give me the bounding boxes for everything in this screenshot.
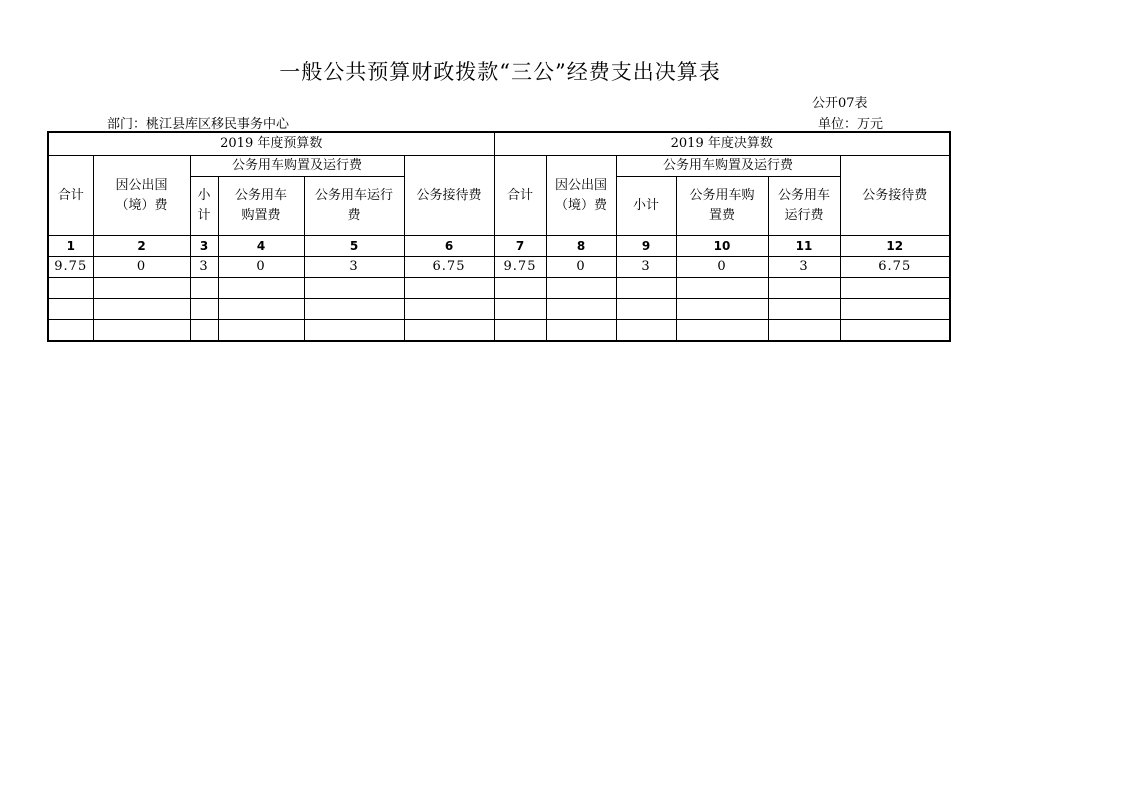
report-title: 一般公共预算财政拨款“三公”经费支出决算表	[279, 60, 721, 84]
empty-row	[48, 320, 950, 342]
table-cell: 0	[676, 257, 768, 278]
header-abroad-final: 因公出国（境）费	[546, 156, 616, 236]
table-cell: 9.75	[48, 257, 93, 278]
col-number: 12	[840, 236, 950, 257]
table-cell: 9.75	[494, 257, 546, 278]
col-number: 10	[676, 236, 768, 257]
col-number: 1	[48, 236, 93, 257]
group-header-final: 2019 年度决算数	[494, 132, 950, 156]
table-cell: 0	[218, 257, 304, 278]
table-cell: 0	[546, 257, 616, 278]
header-vehicle-purchase-budget: 公务用车购置费	[218, 177, 304, 236]
header-vehicle-group-budget: 公务用车购置及运行费	[190, 156, 404, 177]
empty-row	[48, 299, 950, 320]
table-cell: 3	[616, 257, 676, 278]
table-cell: 0	[93, 257, 190, 278]
col-number: 11	[768, 236, 840, 257]
col-number: 3	[190, 236, 218, 257]
group-header-budget: 2019 年度预算数	[48, 132, 494, 156]
col-number: 9	[616, 236, 676, 257]
header-reception-budget: 公务接待费	[404, 156, 494, 236]
table-cell: 3	[768, 257, 840, 278]
col-number: 4	[218, 236, 304, 257]
header-subtotal-final: 小计	[616, 177, 676, 236]
col-number: 2	[93, 236, 190, 257]
table-cell: 6.75	[404, 257, 494, 278]
department-label: 部门：桃江县库区移民事务中心	[107, 117, 290, 132]
header-total-budget: 合计	[48, 156, 93, 236]
col-number: 7	[494, 236, 546, 257]
table-cell: 6.75	[840, 257, 950, 278]
col-number: 5	[304, 236, 404, 257]
empty-row	[48, 278, 950, 299]
expenditure-table	[47, 131, 951, 342]
form-number: 公开07表	[812, 96, 868, 111]
header-vehicle-group-final: 公务用车购置及运行费	[616, 156, 840, 177]
header-vehicle-purchase-final: 公务用车购置费	[676, 177, 768, 236]
unit-label: 单位：万元	[818, 117, 884, 132]
header-vehicle-operation-budget: 公务用车运行费	[304, 177, 404, 236]
col-number: 6	[404, 236, 494, 257]
table-cell: 3	[304, 257, 404, 278]
header-vehicle-operation-final: 公务用车运行费	[768, 177, 840, 236]
table-cell: 3	[190, 257, 218, 278]
table-row	[48, 257, 950, 278]
header-reception-final: 公务接待费	[840, 156, 950, 236]
header-abroad-budget: 因公出国（境）费	[93, 156, 190, 236]
col-number: 8	[546, 236, 616, 257]
header-total-final: 合计	[494, 156, 546, 236]
header-subtotal-budget: 小计	[190, 177, 218, 236]
